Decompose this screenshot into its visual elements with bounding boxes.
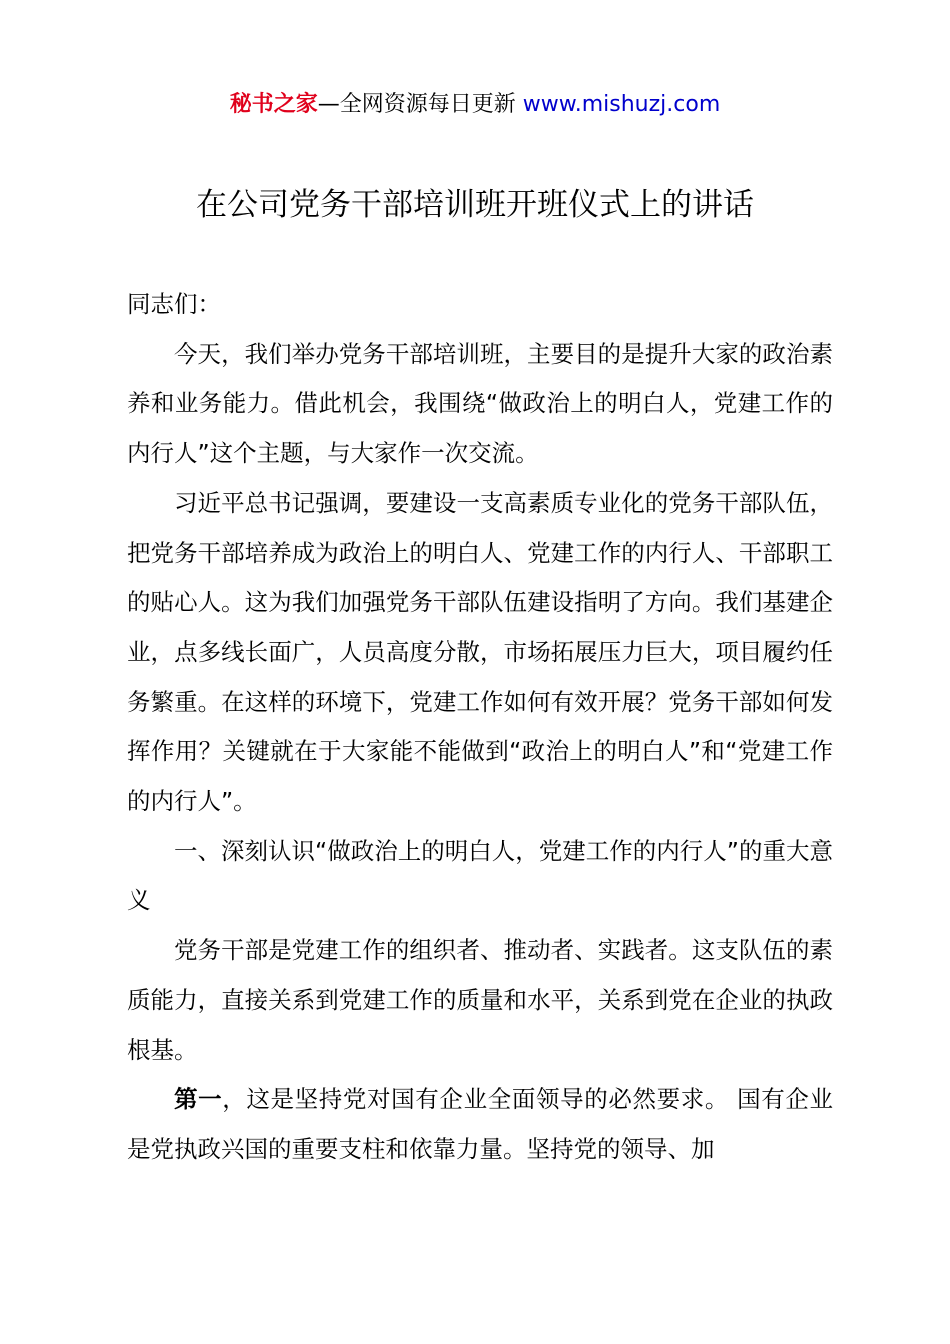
document-title: 在公司党务干部培训班开班仪式上的讲话 <box>196 187 754 223</box>
point-1-label: 第一 <box>174 1085 223 1114</box>
paragraph-2: 习近平总书记强调，要建设一支高素质专业化的党务干部队伍，把党务干部培养成为政治上的明白人、党建工作的内行人、干部职工的贴心人。这为我们加强党务干部队伍建设指明了方向。我们基建企业，点多线长面广，人员高度分散，市场拓展压力巨大，项目履约任务繁重。在这样的环境下，党建工作如何有效开展？党务干部如何发挥作用？关键就在于大家能不能做到“政治上的明白人”和“党建工作的内行人”。 <box>127 488 833 816</box>
section-1-point-1 <box>127 1075 833 1174</box>
salutation: 同志们： <box>127 290 221 318</box>
section-heading-1: 一、深刻认识“做政治上的明白人，党建工作的内行人”的重大意义 <box>127 836 833 915</box>
brand-name: 秘书之家 <box>229 92 318 117</box>
site-header <box>0 88 950 122</box>
header-tagline: —全网资源每日更新 <box>317 92 516 117</box>
site-url[interactable]: www.mishuzj.com <box>522 92 721 117</box>
section-1-intro: 党务干部是党建工作的组织者、推动者、实践者。这支队伍的素质能力，直接关系到党建工作的质量和水平，关系到党在企业的执政根基。 <box>127 936 833 1064</box>
point-1-text: ，这是坚持党对国有企业全面领导的必然要求。 国有企业是党执政兴国的重要支柱和依靠力量。坚持党的领导、加 <box>127 1085 833 1163</box>
paragraph-1: 今天，我们举办党务干部培训班，主要目的是提升大家的政治素养和业务能力。借此机会，我围绕“做政治上的明白人，党建工作的内行人”这个主题，与大家作一次交流。 <box>127 339 833 468</box>
document-body <box>127 280 833 1175</box>
